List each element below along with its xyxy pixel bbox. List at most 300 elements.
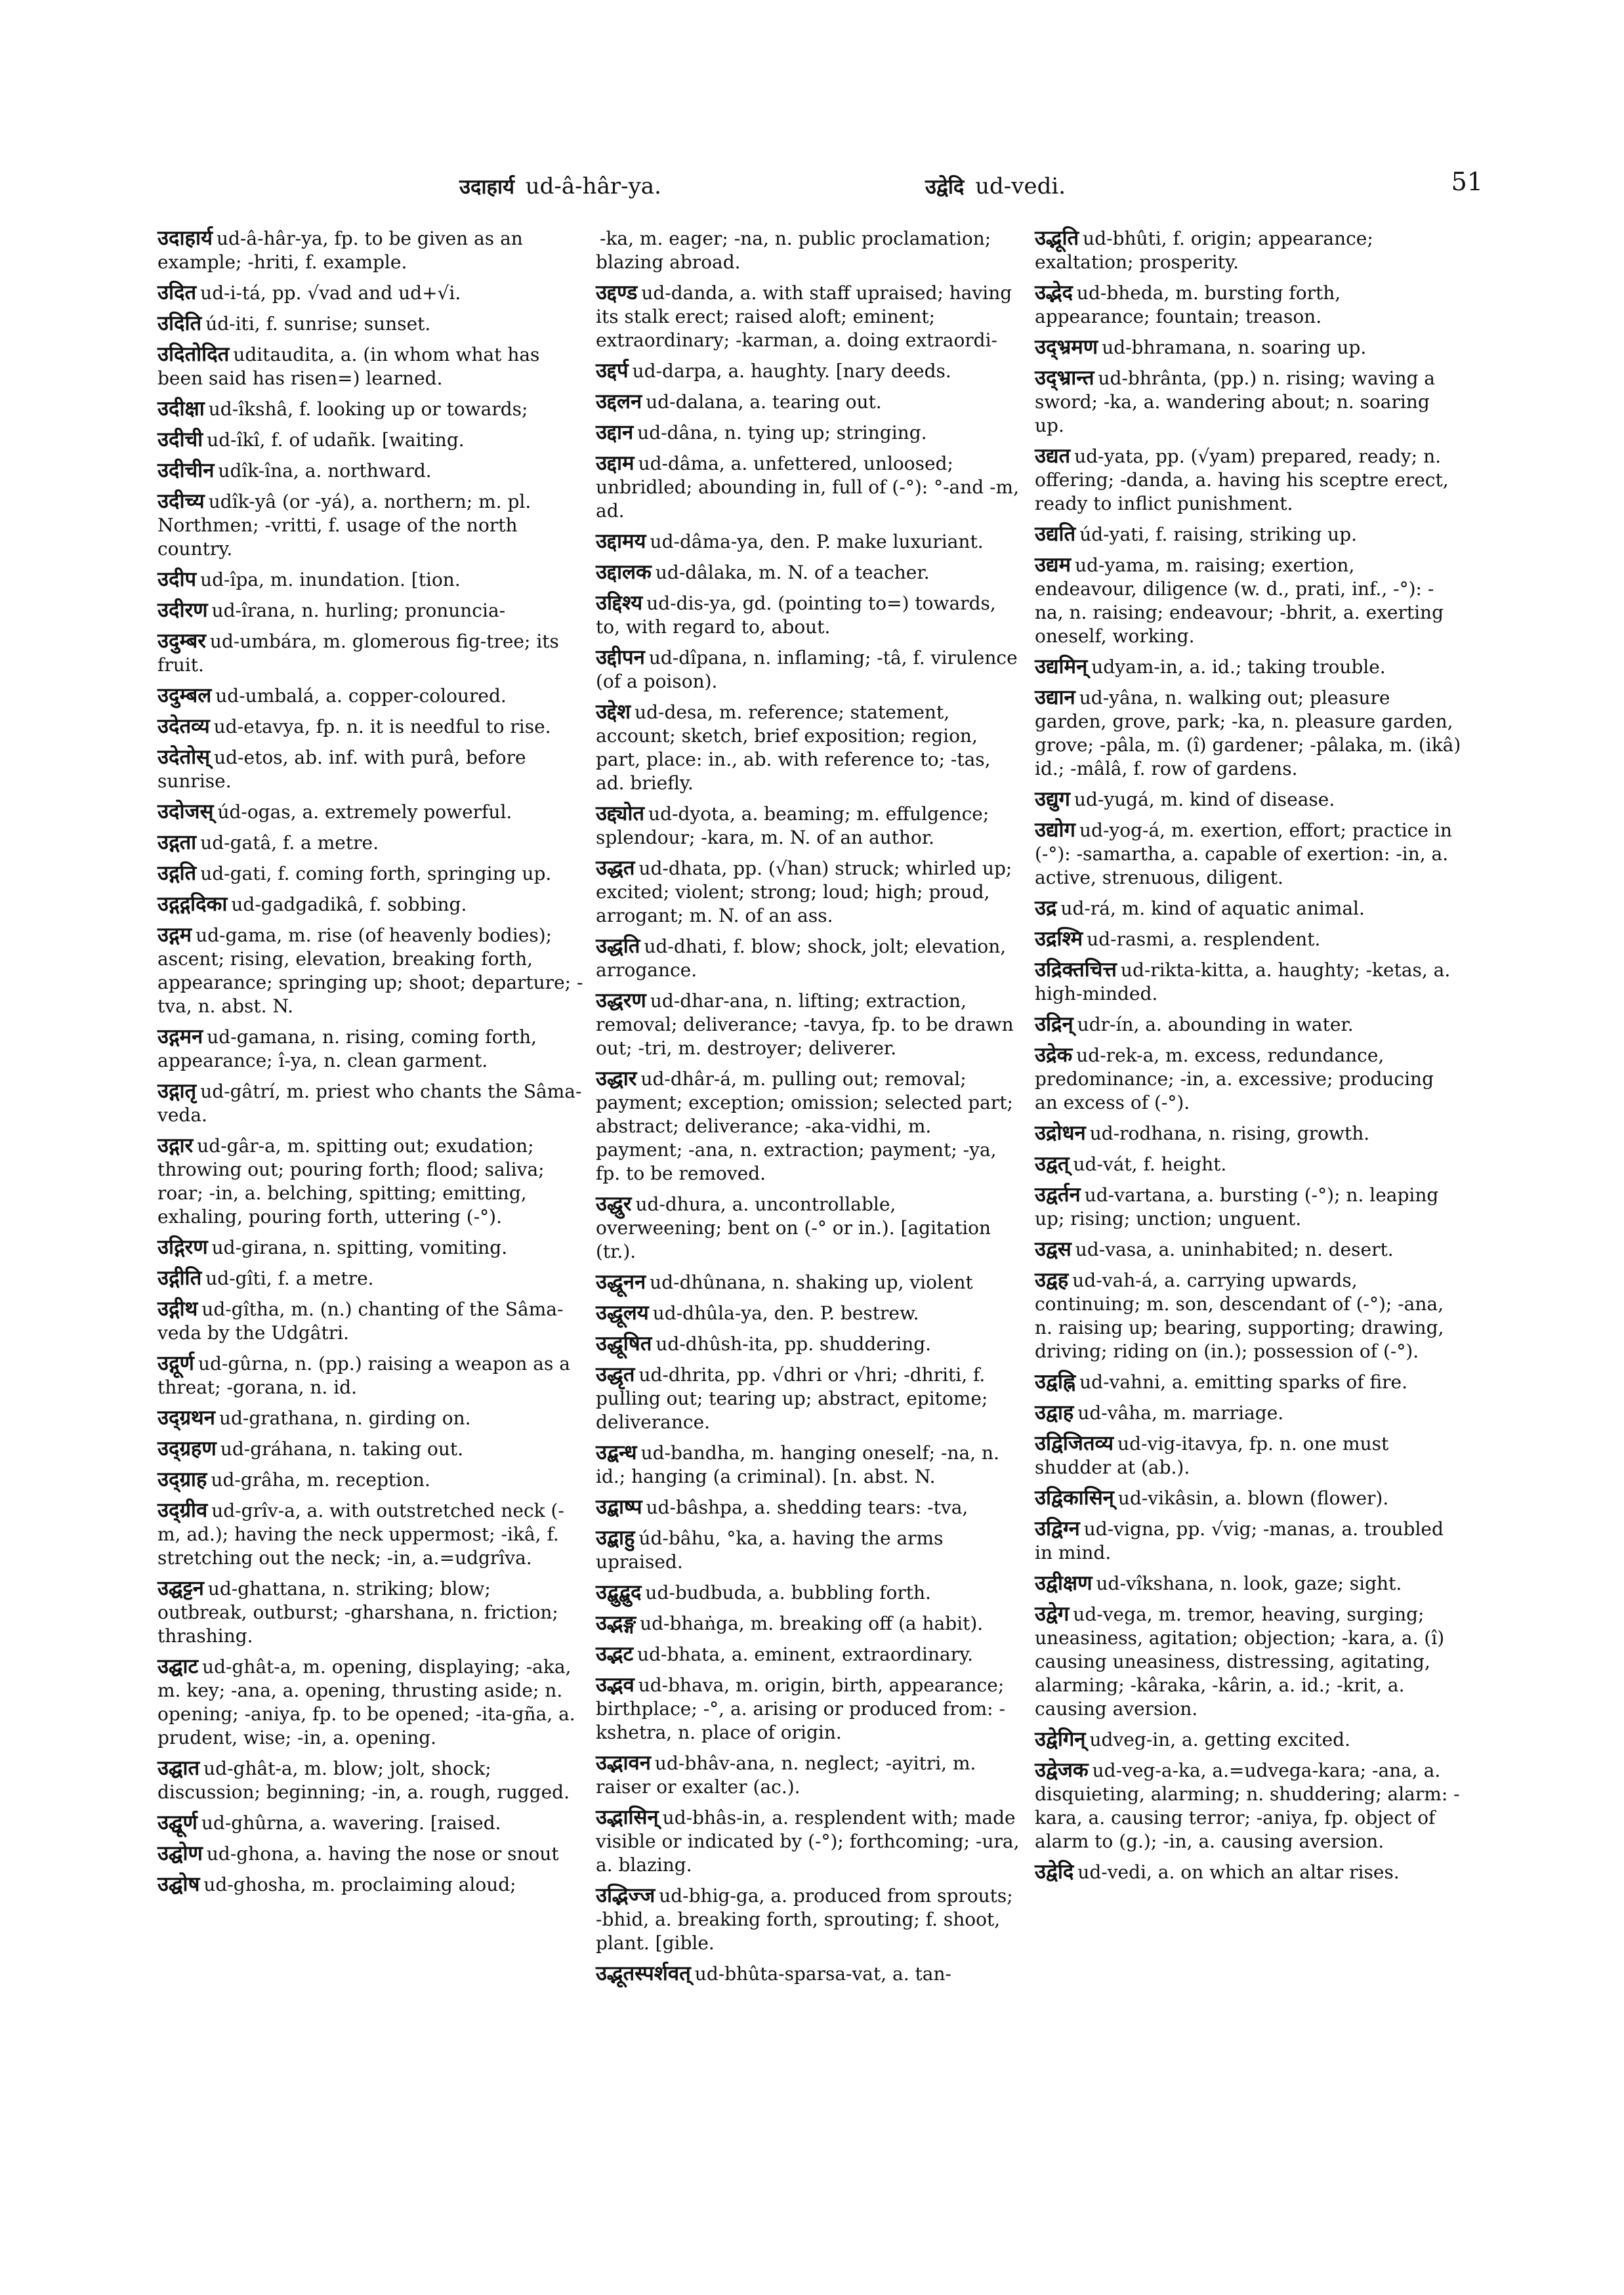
entry-definition: ud-yata, pp. (√yam) prepared, ready; n. offering; -danda, a. having his sceptre erect, ready to inflict punishment. [1035,445,1449,514]
dictionary-entry [157,745,584,793]
dictionary-entry [1035,1860,1461,1884]
dictionary-entry [1035,366,1461,438]
dictionary-entry [157,1468,584,1492]
entry-definition: uditaudita, a. (in whom what has been said has risen=) learned. [157,344,540,389]
entry-headword: उद्भव [596,1673,635,1697]
dictionary-entry [596,359,1022,383]
entry-headword: उद्भेद [1035,281,1073,304]
entry-definition: ud-dhura, a. uncontrollable, overweening; bent on (-° or in.). [agitation (tr.). [596,1193,991,1262]
dictionary-entry [1035,787,1461,812]
dictionary-entry [157,1079,584,1127]
dictionary-entry [596,646,1022,693]
entry-definition: ud-vig-itavya, fp. n. one must shudder at (ab.). [1035,1433,1389,1478]
entry-definition: -ka, m. eager; -na, n. public proclamation; blazing abroad. [596,228,991,273]
dictionary-entry [157,281,584,305]
entry-definition: ud-bhig-ga, a. produced from sprouts; -bhid, a. breaking forth, sprouting; f. shoot, plant. [gible. [596,1885,1013,1954]
entry-definition: ud-etos, ab. inf. with purâ, before sunrise. [157,747,526,792]
dictionary-entry [1035,1602,1461,1721]
entry-definition: ud-dalana, a. tearing out. [646,391,882,413]
entry-definition: ud-vâha, m. marriage. [1077,1402,1284,1424]
entry-definition: ud-i-tá, pp. √vad and ud+√i. [200,282,461,304]
entry-definition: ud-ghosha, m. proclaiming aloud; [203,1874,516,1895]
dictionary-entry [1035,553,1461,648]
dictionary-entry [596,560,1022,585]
dictionary-entry [596,1673,1022,1745]
entry-headword: उद्यमिन् [1035,655,1088,678]
entry-headword: उद्दान [596,421,634,444]
entry-headword: उदिति [157,312,202,335]
dictionary-entry [596,1363,1022,1434]
dictionary-entry [157,459,584,483]
dictionary-entry [596,1751,1022,1799]
entry-headword: उद्गीति [157,1266,202,1290]
entry-definition: ud-dâma, a. unfettered, unloosed; unbridled; abounding in, full of (-°): °-and -m, ad. [596,453,1019,522]
entry-headword: उद्योग [1035,818,1075,842]
entry-definition: ud-dâlaka, m. N. of a teacher. [655,562,930,583]
entry-definition: ud-dhûnana, n. shaking up, violent [650,1272,973,1293]
dictionary-entry [596,856,1022,928]
entry-headword: उद्गीथ [157,1297,198,1321]
entry-headword: उद्वेग [1035,1602,1070,1626]
entry-headword: उद्वर्तन [1035,1183,1081,1207]
header-left-devanagari: उदाहार्य [459,175,514,199]
entry-definition: udîk-yâ (or -yá), a. northern; m. pl. Northmen; -vritti, f. usage of the north country. [157,491,531,560]
entry-headword: उद्रश्मि [1035,927,1083,951]
entry-headword: उदितोदित [157,342,230,366]
dictionary-entry [596,529,1022,554]
entry-definition: udveg-in, a. getting excited. [1089,1729,1350,1750]
entry-definition: ud-ghattana, n. striking; blow; outbreak, outburst; -gharshana, n. friction; thrashing. [157,1578,558,1647]
entry-definition: úd-bâhu, °ka, a. having the arms upraised. [596,1527,944,1573]
entry-definition: ud-vîkshana, n. look, gaze; sight. [1096,1573,1402,1594]
dictionary-entry [1035,226,1461,274]
dictionary-entry [157,1297,584,1345]
entry-definition: udyam-in, a. id.; taking trouble. [1091,656,1386,678]
dictionary-entry [157,1235,584,1260]
entry-definition: ud-gatâ, f. a metre. [200,832,379,854]
dictionary-entry [1035,335,1461,360]
column-2 [596,226,1022,1993]
entry-definition: ud-vát, f. height. [1073,1153,1227,1175]
entry-headword: उद्धूनन [596,1270,646,1294]
entry-definition: úd-ogas, a. extremely powerful. [217,801,512,823]
dictionary-entry [596,934,1022,982]
entry-definition: ud-â-hâr-ya, fp. to be given as an example; -hriti, f. example. [157,228,523,273]
dictionary-entry [1035,958,1461,1006]
entry-headword: उद्बाष्प [596,1495,642,1519]
entry-definition: ud-dhata, pp. (√han) struck; whirled up; excited; violent; strong; loud; high; proud, arrogant; m. N. of an ass. [596,858,1012,926]
entry-definition: ud-girana, n. spitting, vomiting. [211,1237,508,1258]
entry-headword: उद्वह [1035,1268,1069,1292]
dictionary-entry [1035,1152,1461,1176]
dictionary-entry [157,861,584,886]
entry-definition: úd-iti, f. sunrise; sunset. [205,313,431,335]
dictionary-entry [596,451,1022,523]
dictionary-entry [596,1642,1022,1666]
dictionary-entry [596,1332,1022,1356]
dictionary-entry [1035,686,1461,781]
dictionary-entry [1035,1183,1461,1231]
dictionary-entry [1035,1043,1461,1115]
entry-definition: ud-gama, m. rise (of heavenly bodies); ascent; rising, elevation, breaking forth, appearance; springing up; shoot; departure; -tva, n. abst. N. [157,924,583,1017]
entry-headword: उद्धत [596,856,635,880]
entry-definition: ud-îpa, m. inundation. [tion. [200,569,461,590]
dictionary-entry [157,568,584,592]
dictionary-entry [596,281,1022,352]
dictionary-entry [157,1577,584,1648]
entry-definition: ud-vahni, a. emitting sparks of fire. [1079,1371,1408,1393]
dictionary-entry [1035,444,1461,516]
entry-headword: उद्द्योत [596,802,645,825]
entry-definition: ud-gîtha, m. (n.) chanting of the Sâma-veda by the Udgâtri. [157,1298,564,1344]
entry-headword: उदेतोस् [157,745,211,769]
entry-headword: उद्दर्प [596,359,629,382]
dictionary-entry [1035,1370,1461,1394]
entry-definition: ud-dîpana, n. inflaming; -tâ, f. virulence (of a poison). [596,647,1018,692]
entry-definition: ud-bhrânta, (pp.) n. rising; waving a sword; -ka, a. wandering about; n. soaring up. [1035,367,1436,436]
dictionary-entry [1035,1401,1461,1425]
page-number: 51 [1451,167,1483,196]
entry-headword: उदित [157,281,197,304]
entry-definition: ud-bhata, a. eminent, extraordinary. [637,1644,974,1665]
entry-definition: ud-gâr-a, m. spitting out; exudation; throwing out; pouring forth; flood; saliva; roar; -in, a. belching, spitting; emitting, exhaling, pouring forth, uttering (-°). [157,1135,545,1228]
dictionary-entry [596,591,1022,639]
header-center-transliteration: ud-vedi. [975,173,1066,199]
dictionary-entry [596,226,1022,274]
entry-definition: ud-vigna, pp. √vig; -manas, a. troubled in mind. [1035,1518,1444,1563]
entry-definition: ud-yâna, n. walking out; pleasure garden, grove, park; -ka, n. pleasure garden, grove; -pâla, m. (î) gardener; -pâlaka, m. (ikâ) id.; -mâlâ, f. row of gardens. [1035,687,1461,779]
entry-definition: ud-yog-á, m. exertion, effort; practice in (-°): -samartha, a. capable of exertion: -in, a. active, strenuous, diligent. [1035,819,1452,888]
dictionary-entry [157,629,584,677]
dictionary-entry [596,1884,1022,1955]
entry-definition: ud-vah-á, a. carrying upwards, continuing; m. son, descendant of (-°); -ana, n. raising up; bearing, supporting; drawing, driving; riding on (in.); possession of (-°). [1035,1270,1444,1362]
entry-headword: उद्दण्ड [596,281,638,304]
entry-definition: udîk-îna, a. northward. [218,460,432,482]
entry-headword: उदीक्षा [157,397,205,421]
entry-definition: ud-veg-a-ka, a.=udvega-kara; -ana, a. disquieting, alarming; n. shuddering; alarm: -kara, a. causing terror; -aniya, fp. object of alarm to (g.); -in, a. causing aversion. [1035,1760,1460,1852]
entry-definition: ud-vega, m. tremor, heaving, surging; uneasiness, agitation; objection; -kara, a. (î) causing uneasiness, distressing, agitating, alarming; -kâraka, -kârin, a. id.; -krit, a. causing aversion. [1035,1603,1445,1720]
running-header [420,167,1483,207]
entry-headword: उद्गमन [157,1025,203,1048]
entry-definition: ud-grâha, m. reception. [211,1469,430,1491]
entry-headword: उदीच्य [157,489,205,513]
entry-definition: ud-vedi, a. on which an altar rises. [1077,1861,1400,1883]
dictionary-entry [157,598,584,623]
column-3 [1035,226,1461,1891]
entry-headword: उद्वेगिन् [1035,1727,1086,1751]
entry-definition: ud-rodhana, n. rising, growth. [1089,1123,1370,1144]
entry-definition: ud-dhûsh-ita, pp. shuddering. [656,1333,932,1355]
entry-headword: उदीप [157,568,197,591]
entry-definition: ud-etavya, fp. n. it is needful to rise. [213,716,551,737]
entry-definition: ud-dâna, n. tying up; stringing. [637,422,927,444]
entry-headword: उद्वत् [1035,1152,1070,1176]
entry-definition: ud-umbalá, a. copper-coloured. [215,685,507,707]
entry-headword: उद्दाम [596,451,635,475]
dictionary-entry [157,714,584,739]
entry-headword: उद्भूति [1035,226,1079,250]
entry-definition: ud-bhûta-sparsa-vat, a. tan- [694,1963,951,1985]
entry-headword: उद्गता [157,831,197,854]
entry-headword: उद्दिश्य [596,591,643,615]
dictionary-entry [157,312,584,336]
entry-definition: ud-gati, f. coming forth, springing up. [200,863,552,884]
entry-headword: उद्वेदि [1035,1860,1074,1884]
dictionary-entry [1035,1758,1461,1853]
entry-headword: उद्गिरण [157,1235,208,1259]
entry-definition: ud-rek-a, m. excess, redundance, predominance; -in, a. excessive; producing an excess of (-°). [1035,1044,1434,1113]
dictionary-entry [596,1526,1022,1574]
entry-headword: उद्धार [596,1067,637,1090]
entry-definition: ud-ghûrna, a. wavering. [raised. [201,1812,501,1834]
dictionary-entry [1035,818,1461,890]
entry-headword: उद्घोष [157,1872,200,1896]
entry-headword: उद्गार [157,1134,194,1157]
entry-definition: udr-ín, a. abounding in water. [1077,1014,1354,1035]
entry-headword: उद्दामय [596,529,646,553]
entry-headword: उदुम्बर [157,629,206,653]
entry-definition: ud-umbára, m. glomerous fig-tree; its fruit. [157,631,559,676]
entry-definition: ud-dhûla-ya, den. P. bestrew. [652,1302,919,1324]
entry-headword: उद्धृत [596,1363,635,1386]
entry-headword: उद्धति [596,934,640,958]
entry-definition: ud-rikta-kitta, a. haughty; -ketas, a. high-minded. [1035,959,1451,1004]
entry-definition: ud-ghât-a, m. opening, displaying; -aka, m. key; -ana, a. opening, thrusting aside; n. opening; -aniya, fp. to be opened; -ita-gña, a. prudent, wise; -in, a. opening. [157,1656,575,1748]
entry-definition: ud-yama, m. raising; exertion, endeavour, diligence (w. d., prati, inf., -°): -na, n. raising; endeavour; -bhrit, a. exerting oneself, working. [1035,554,1444,647]
dictionary-entry [157,1134,584,1229]
entry-definition: ud-rasmi, a. resplendent. [1087,928,1321,950]
dictionary-entry [157,800,584,824]
entry-definition: ud-vasa, a. uninhabited; n. desert. [1075,1239,1394,1260]
entry-headword: उद्दलन [596,390,642,413]
dictionary-entry [1035,522,1461,547]
entry-definition: ud-bhâs-in, a. resplendent with; made visible or indicated by (-°); forthcoming; -ura, a. blazing. [596,1807,1020,1876]
entry-definition: ud-vartana, a. bursting (-°); n. leaping up; rising; unction; unguent. [1035,1184,1439,1230]
dictionary-entry [157,1655,584,1750]
entry-definition: ud-grathana, n. girding on. [219,1407,471,1429]
entry-definition: ud-bâshpa, a. shedding tears: -tva, [646,1497,968,1518]
entry-definition: úd-yati, f. raising, striking up. [1079,524,1358,545]
entry-headword: उद्रिन् [1035,1012,1073,1036]
dictionary-entry [157,1811,584,1835]
entry-headword: उद्बाहु [596,1526,635,1550]
dictionary-entry [1035,1237,1461,1262]
entry-headword: उद्घोण [157,1842,203,1865]
dictionary-entry [596,1067,1022,1186]
dictionary-entry [596,1495,1022,1520]
dictionary-entry [596,1962,1022,1986]
entry-definition: ud-yugá, m. kind of disease. [1073,789,1335,810]
entry-definition: ud-bheda, m. bursting forth, appearance; fountain; treason. [1035,282,1341,327]
entry-definition: ud-gâtrí, m. priest who chants the Sâma-veda. [157,1081,582,1126]
dictionary-entry [157,831,584,855]
dictionary-entry [596,989,1022,1060]
entry-definition: ud-bhava, m. origin, birth, appearance; birthplace; -°, a. arising or produced from: -kshetra, n. place of origin. [596,1674,1005,1743]
column-1 [157,226,584,1903]
entry-headword: उद्गम [157,923,192,947]
entry-definition: ud-ghona, a. having the nose or snout [206,1843,559,1865]
dictionary-entry [157,397,584,421]
entry-headword: उद्वाह [1035,1401,1074,1424]
entry-definition: ud-dyota, a. beaming; m. effulgence; splendour; -kara, m. N. of an author. [596,803,989,848]
entry-definition: ud-bandha, m. hanging oneself; -na, n. id.; hanging (a criminal). [n. abst. N. [596,1442,999,1487]
entry-headword: उद्र [1035,896,1057,920]
dictionary-entry [157,342,584,390]
entry-headword: उद्गूर्ण [157,1352,194,1375]
entry-headword: उद्यान [1035,686,1075,709]
entry-headword: उद्भावन [596,1751,651,1775]
entry-headword: उद्धूषित [596,1332,652,1355]
entry-headword: उद्यम [1035,553,1072,577]
dictionary-entry [157,1842,584,1866]
dictionary-entry [596,700,1022,795]
entry-definition: ud-gadgadikâ, f. sobbing. [231,894,467,915]
entry-headword: उद्ग्राह [157,1468,207,1491]
header-left [459,173,661,200]
entry-headword: उदीची [157,428,203,451]
entry-definition: ud-îkî, f. of udañk. [waiting. [207,429,465,451]
entry-headword: उद्भट [596,1642,634,1666]
dictionary-entry [1035,1517,1461,1565]
dictionary-entry [157,684,584,708]
dictionary-entry [1035,1486,1461,1510]
dictionary-entry [1035,1432,1461,1479]
entry-headword: उद्ग्रहण [157,1437,217,1460]
header-center [925,173,1066,200]
entry-headword: उद्रोधन [1035,1121,1086,1145]
entry-headword: उद्भ्रमण [1035,335,1098,359]
dictionary-entry [157,923,584,1018]
entry-headword: उद्यति [1035,522,1076,546]
entry-headword: उद्गद्गदिका [157,892,228,916]
entry-headword: उदेतव्य [157,714,210,738]
entry-definition: ud-bhûti, f. origin; appearance; exaltation; prosperity. [1035,228,1373,273]
entry-headword: उदुम्बल [157,684,212,707]
entry-headword: उद्युग [1035,787,1070,811]
entry-headword: उद्भासिन् [596,1806,659,1829]
dictionary-entry [1035,1571,1461,1596]
dictionary-entry [1035,1727,1461,1752]
entry-headword: उद्वस [1035,1237,1072,1261]
dictionary-entry [157,428,584,452]
entry-definition: ud-gamana, n. rising, coming forth, appearance; î-ya, n. clean garment. [157,1026,537,1071]
dictionary-entry [157,489,584,561]
entry-headword: उदाहार्य [157,226,213,250]
dictionary-entry [596,1270,1022,1294]
entry-definition: ud-grîv-a, a. with outstretched neck (-m, ad.); having the neck uppermost; -ikâ, f. stretching out the neck; -in, a.=udgrîva. [157,1500,564,1569]
entry-headword: उद्गातृ [157,1079,197,1103]
dictionary-entry [157,1872,584,1897]
dictionary-entry [596,1581,1022,1605]
dictionary-entry [157,1266,584,1291]
entry-definition: ud-dis-ya, gd. (pointing to=) towards, to, with regard to, about. [596,592,996,638]
dictionary-entry [1035,1012,1461,1037]
dictionary-entry [596,390,1022,414]
dictionary-entry [157,1352,584,1399]
dictionary-entry [1035,927,1461,951]
entry-headword: उदीरण [157,598,208,622]
entry-definition: ud-dhâr-á, m. pulling out; removal; payment; exception; omission; selected part; abstract; deliverance; -aka-vidhi, m. payment; -ana, n. extraction; payment; -ya, fp. to be removed. [596,1068,1013,1184]
entry-headword: उद्ग्रथन [157,1406,215,1430]
dictionary-entry [596,1611,1022,1636]
entry-headword: उद्वीक्षण [1035,1571,1093,1595]
entry-definition: ud-îkshâ, f. looking up or towards; [208,398,528,420]
entry-headword: उद्रिक्तचित्त [1035,958,1117,982]
entry-headword: उद्भूतस्पर्शवत् [596,1962,691,1985]
entry-definition: ud-rá, m. kind of aquatic animal. [1060,898,1365,919]
entry-definition: ud-gûrna, n. (pp.) raising a weapon as a threat; -gorana, n. id. [157,1353,570,1398]
dictionary-entry [596,1301,1022,1325]
entry-definition: ud-bhaṅga, m. breaking off (a habit). [640,1613,984,1634]
dictionary-entry [157,1406,584,1430]
entry-definition: ud-gîti, f. a metre. [205,1268,374,1289]
entry-headword: उद्घूर्ण [157,1811,198,1834]
dictionary-entry [157,1756,584,1804]
dictionary-entry [1035,655,1461,679]
entry-headword: उदीचीन [157,459,215,482]
entry-definition: ud-bhâv-ana, n. neglect; -ayitri, m. raiser or exalter (ac.). [596,1752,976,1798]
dictionary-entry [157,1499,584,1570]
entry-headword: उद्बुद्बुद [596,1581,642,1604]
entry-definition: ud-dhrita, pp. √dhri or √hri; -dhriti, f. pulling out; tearing up; abstract, epitome; deliverance. [596,1364,988,1433]
entry-headword: उद्विग्न [1035,1517,1080,1540]
entry-headword: उद्घट्टन [157,1577,204,1600]
entry-definition: ud-danda, a. with staff upraised; having its stalk erect; raised aloft; eminent; extraordinary; -karman, a. doing extraordi- [596,282,1012,351]
entry-headword: उद्दीपन [596,646,645,669]
entry-headword: उद्विजितव्य [1035,1432,1114,1455]
dictionary-entry [1035,1268,1461,1363]
dictionary-entry [596,1806,1022,1877]
dictionary-entry [1035,281,1461,329]
dictionary-entry [157,226,584,274]
entry-headword: उद्ग्रीव [157,1499,208,1522]
dictionary-entry [1035,896,1461,920]
entry-headword: उद्भिज्ज [596,1884,656,1907]
entry-headword: उद्देश [596,700,631,724]
entry-headword: उद्गति [157,861,197,885]
dictionary-entry [1035,1121,1461,1146]
dictionary-entry [596,421,1022,445]
header-left-transliteration: ud-â-hâr-ya. [525,173,661,199]
entry-headword: उदोजस् [157,800,214,823]
entry-definition: ud-vikâsin, a. blown (flower). [1117,1487,1389,1509]
entry-headword: उद्यत [1035,444,1071,468]
entry-definition: ud-bhramana, n. soaring up. [1102,337,1367,358]
entry-definition: ud-dâma-ya, den. P. make luxuriant. [650,531,984,552]
entry-headword: उद्रेक [1035,1043,1073,1067]
entry-headword: उद्दालक [596,560,652,584]
entry-headword: उद्धुर [596,1192,632,1216]
entry-headword: उद्घात [157,1756,200,1780]
dictionary-entry [596,802,1022,850]
dictionary-entry [596,1192,1022,1264]
entry-headword: उद्घाट [157,1655,199,1678]
entry-headword: उद्भ्रान्त [1035,366,1094,390]
entry-definition: ud-dhar-ana, n. lifting; extraction, removal; deliverance; -tavya, fp. to be drawn out; -tri, m. destroyer; deliverer. [596,990,1014,1059]
entry-headword: उद्विकासिन् [1035,1486,1114,1510]
entry-headword: उद्वह्नि [1035,1370,1076,1394]
dictionary-entry [596,1441,1022,1489]
entry-headword: उद्वेजक [1035,1758,1089,1782]
dictionary-entry [157,1437,584,1461]
entry-definition: ud-desa, m. reference; statement, account; sketch, brief exposition; region, part, place: in., ab. with reference to; -tas, ad. briefly. [596,701,991,794]
entry-definition: ud-budbuda, a. bubbling forth. [645,1582,931,1603]
entry-headword: उद्भङ्ग [596,1611,636,1635]
entry-definition: ud-ghât-a, m. blow; jolt, shock; discussion; beginning; -in, a. rough, rugged. [157,1758,570,1803]
header-center-devanagari: उद्वेदि [925,175,965,199]
entry-definition: ud-îrana, n. hurling; pronuncia- [211,600,506,621]
entry-headword: उद्बन्ध [596,1441,637,1464]
